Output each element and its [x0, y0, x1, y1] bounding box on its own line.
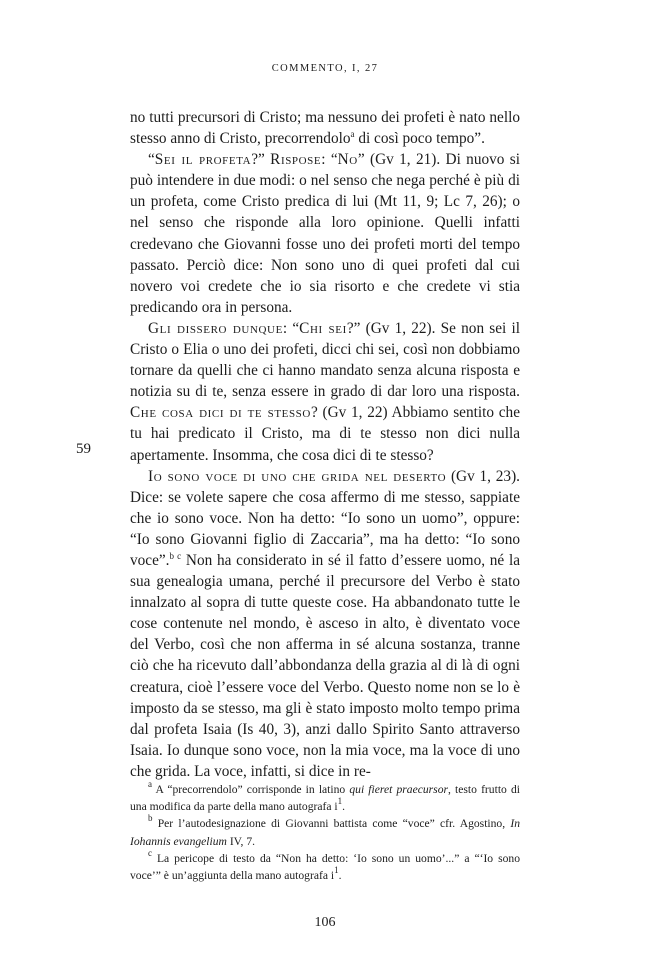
lemma-smallcaps: Gli dissero dunque	[148, 319, 283, 337]
lemma-smallcaps: Io sono voce di uno che grida nel deserto	[148, 467, 447, 485]
text-run: ” (Gv 1, 21). Di nuovo si può intendere in due modi: o nel senso che nega perché è più di un profeta, come Cristo predica di lui (Mt 11, 9; Lc 7, 26); o nel senso che risponde alla loro opinione. Quelli infatti credevano che Giovanni fosse uno dei profeti morti del tempo passato. Perciò dice: Non sono uno di quei profeti dal cui novero voi credete che io sia risorto e che credete vi stia predicando ora in persona.	[130, 151, 520, 316]
text-run: (Gv 1, 23). Dice: se volete sapere che cosa affermo di me stesso, sappiate che io sono voce. Non ha detto: “Io sono un uomo”, oppure: “Io sono Giovanni figlio di Zaccaria”, ma ha detto: “Io sono voce”.	[130, 467, 521, 569]
footnote-a	[130, 781, 520, 815]
note-text: .	[342, 800, 346, 814]
note-text: La pericope di testo da “Non ha detto: ‘Io sono un uomo’...” a “‘Io sono voce’” è un’aggiunta della mano autografa i	[130, 851, 520, 883]
footnote-mark: b	[148, 813, 153, 824]
text-run: no tutti precursori di Cristo; ma nessuno dei profeti è nato nello stesso anno di Cristo, precorrendolo	[130, 109, 520, 148]
text-run: ?”	[251, 151, 271, 169]
note-text: .	[338, 869, 342, 883]
note-text: Per l’autodesignazione di Giovanni battista come “voce” cfr. Agostino,	[152, 817, 511, 831]
footnote-marker: b c	[169, 550, 182, 561]
paragraph-1	[130, 107, 520, 149]
paragraph-4	[130, 466, 520, 782]
paragraph-3	[130, 318, 520, 466]
note-italic: qui fieret praecursor	[349, 783, 449, 796]
running-head: COMMENTO, I, 27	[271, 63, 379, 74]
text-run: Non ha considerato in sé il fatto d’essere uomo, né la sua genealogia umana, perché il precursore del Verbo è stato innalzato al sopra di tutte queste cose. Ha abbandonato tutte le cose contenute nel mondo, è asceso in alto, è diventato voce del Verbo, così che non afferma in sé alcuna sostanza, tranne ciò che ha ricevuto dall’abbondanza della grazia al di là di ogni creatura, cioè l’essere voce del Verbo. Questo nome non se lo è imposto da se stesso, ma gli è stato imposto molto tempo prima dal profeta Isaia (Is 40, 3), anzi dallo Spirito Santo attraverso Isaia. Io dunque sono voce, non la mia voce, ma la voce di uno che grida. La voce, infatti, si dice in re-	[130, 551, 520, 780]
note-text: IV, 7.	[226, 834, 256, 848]
lemma-smallcaps: Che cosa dici di te stesso	[130, 404, 311, 422]
note-italic: In Iohannis evangelium	[130, 817, 520, 848]
note-superscript: 1	[337, 796, 343, 807]
footnote-b	[130, 815, 520, 849]
lemma-smallcaps: Chi sei	[299, 319, 347, 337]
text-run: ? (Gv 1, 22) Abbiamo sentito che tu hai predicato il Cristo, ma di te stesso non dici nulla apertamente. Insomma, che cosa dici di te stesso?	[130, 404, 520, 464]
page-number: 106	[314, 915, 336, 930]
footnotes	[130, 781, 520, 884]
text-run: ?” (Gv 1, 22). Se non sei il Cristo o Elia o uno dei profeti, dicci chi sei, così non dobbiamo tornare da quelli che ci hanno mandato senza alcuna risposta e notizia su di te, senza essere in grado di dar loro una risposta.	[130, 319, 520, 401]
footnote-mark: a	[148, 779, 152, 789]
note-superscript: 1	[334, 865, 339, 876]
footnote-mark: c	[148, 847, 152, 858]
note-text: , testo frutto di una modifica da parte della mano autografa i	[130, 783, 520, 814]
lemma-smallcaps: Sei il profeta	[154, 151, 252, 169]
text-run: : “	[321, 151, 338, 169]
footnote-marker: a	[350, 129, 355, 140]
main-text	[130, 107, 520, 782]
lemma-smallcaps: No	[337, 151, 358, 169]
paragraph-2	[130, 149, 520, 318]
text-run: “	[148, 151, 155, 169]
note-text: A “precorrendolo” corrisponde in latino	[152, 783, 350, 796]
footnote-c	[130, 847, 520, 884]
text-run: di così poco tempo”.	[354, 130, 485, 148]
lemma-smallcaps: Rispose	[270, 151, 322, 169]
text-run: : “	[282, 319, 300, 337]
margin-paragraph-number: 59	[76, 441, 91, 457]
